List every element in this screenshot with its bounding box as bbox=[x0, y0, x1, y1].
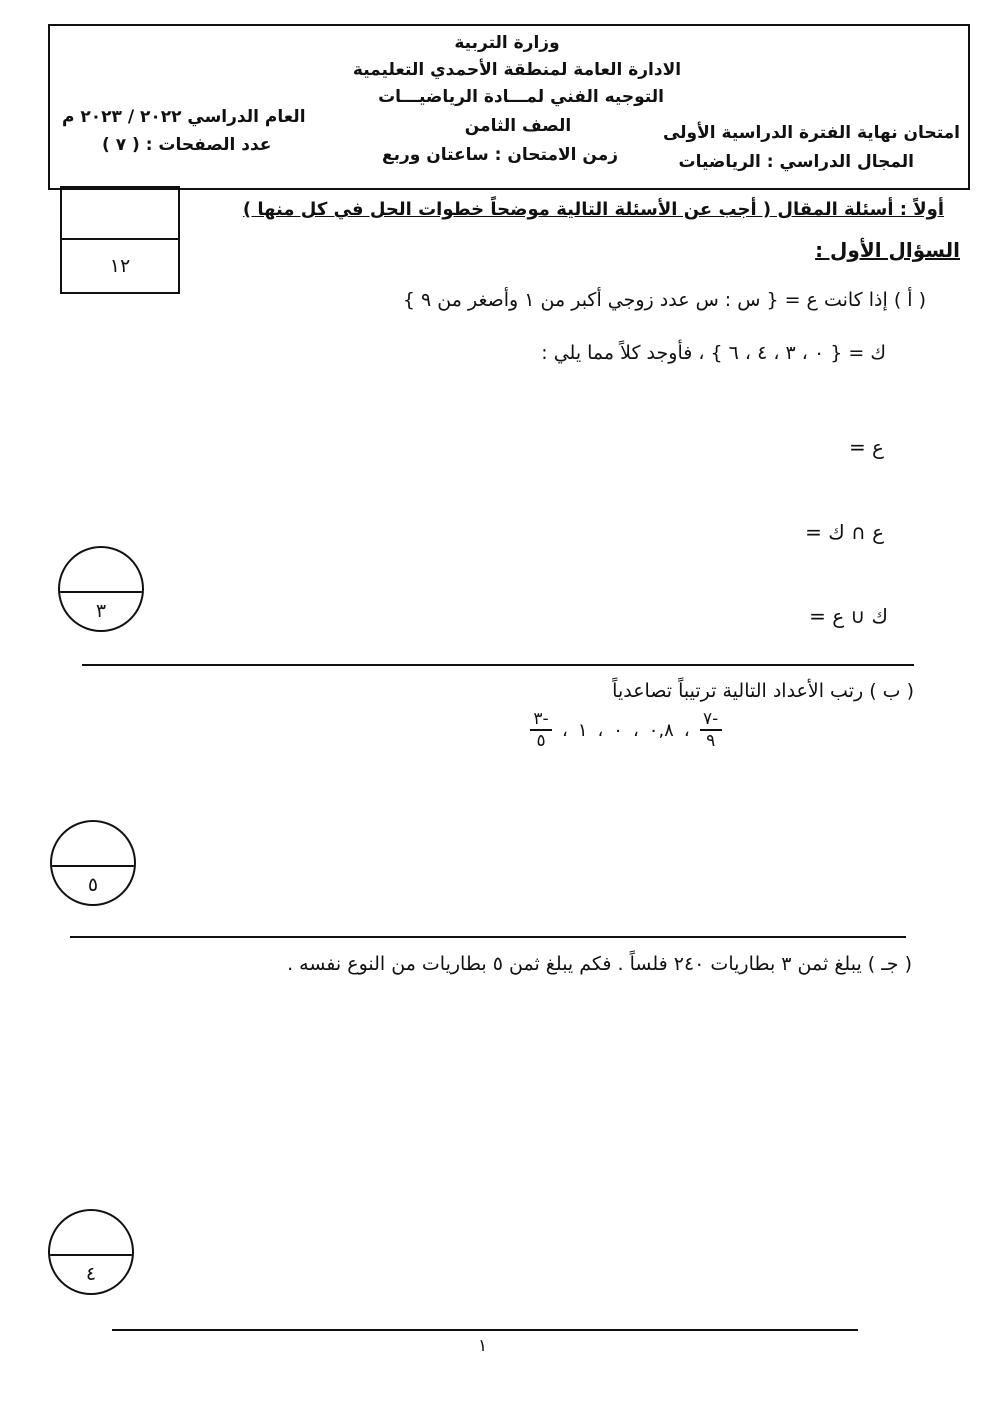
ministry-name: وزارة التربية bbox=[454, 33, 560, 53]
fraction-neg-3-5 bbox=[530, 710, 552, 750]
mark-circle-divider bbox=[60, 591, 142, 593]
page-count: عدد الصفحات : ( ٧ ) bbox=[102, 135, 272, 155]
page-number: ١ bbox=[478, 1336, 488, 1356]
footer-line bbox=[112, 1329, 858, 1331]
number-one: ١ bbox=[577, 719, 588, 741]
academic-year: العام الدراسي ٢٠٢٢ / ٢٠٢٣ م bbox=[62, 107, 306, 127]
fraction-numerator: -٣ bbox=[533, 709, 549, 729]
exam-time: زمن الامتحان : ساعتان وربع bbox=[381, 145, 619, 165]
number-separator: ، bbox=[562, 719, 568, 741]
part-b-numbers bbox=[530, 710, 722, 750]
score-cell-total: ١٢ bbox=[109, 255, 131, 277]
question-label: السؤال الأول : bbox=[815, 238, 960, 262]
subject-label: المجال الدراسي : الرياضيات bbox=[678, 152, 914, 172]
grade-label: الصف الثامن bbox=[464, 116, 572, 136]
number-separator: ، bbox=[683, 719, 690, 741]
part-a-line1: ( أ ) إذا كانت ع = { س : س عدد زوجي أكبر من ١ وأصغر من ٩ } bbox=[402, 289, 926, 311]
part-a-item-intersection: ع ∩ ك = bbox=[805, 520, 884, 544]
fraction-denominator: ٩ bbox=[706, 731, 716, 751]
mark-circle-divider bbox=[50, 1254, 132, 1256]
mark-circle-part-a bbox=[58, 546, 144, 632]
mark-circle-part-b bbox=[50, 820, 136, 906]
part-b-prompt: ( ب ) رتب الأعداد التالية ترتيباً تصاعدياً bbox=[612, 680, 914, 702]
mark-circle-value: ٥ bbox=[87, 874, 99, 896]
number-separator: ، bbox=[632, 719, 639, 741]
exam-title: امتحان نهاية الفترة الدراسية الأولى bbox=[662, 123, 960, 143]
fraction-denominator: ٥ bbox=[536, 731, 546, 751]
part-a-item-e: ع = bbox=[848, 435, 884, 459]
score-cell-earned bbox=[62, 188, 178, 240]
divider-part-a bbox=[82, 664, 914, 666]
mark-circle-part-c bbox=[48, 1209, 134, 1295]
mark-circle-divider bbox=[52, 865, 134, 867]
divider-part-b bbox=[70, 936, 906, 938]
number-separator: ، bbox=[597, 719, 604, 741]
number-decimal: ٠,٨ bbox=[648, 719, 674, 741]
supervision-name: التوجيه الفني لمـــادة الرياضيـــات bbox=[378, 87, 664, 107]
part-c-prompt: ( جـ ) يبلغ ثمن ٣ بطاريات ٢٤٠ فلساً . فكم يبلغ ثمن ٥ بطاريات من النوع نفسه . bbox=[287, 953, 912, 975]
fraction-numerator: -٧ bbox=[703, 709, 719, 729]
part-a-line2: ك = { ٠ ، ٣ ، ٤ ، ٦ } ، فأوجد كلاً مما يلي : bbox=[541, 342, 886, 364]
number-zero: ٠ bbox=[613, 719, 623, 741]
mark-circle-value: ٤ bbox=[85, 1263, 97, 1285]
score-table bbox=[60, 186, 180, 294]
directorate-name: الادارة العامة لمنطقة الأحمدي التعليمية bbox=[352, 60, 682, 80]
part-a-item-union: ك ∪ ع = bbox=[809, 604, 888, 628]
fraction-neg-7-9 bbox=[700, 710, 722, 750]
section-title: أولاً : أسئلة المقال ( أجب عن الأسئلة التالية موضحاً خطوات الحل في كل منها ) bbox=[242, 199, 944, 220]
mark-circle-value: ٣ bbox=[95, 600, 107, 622]
